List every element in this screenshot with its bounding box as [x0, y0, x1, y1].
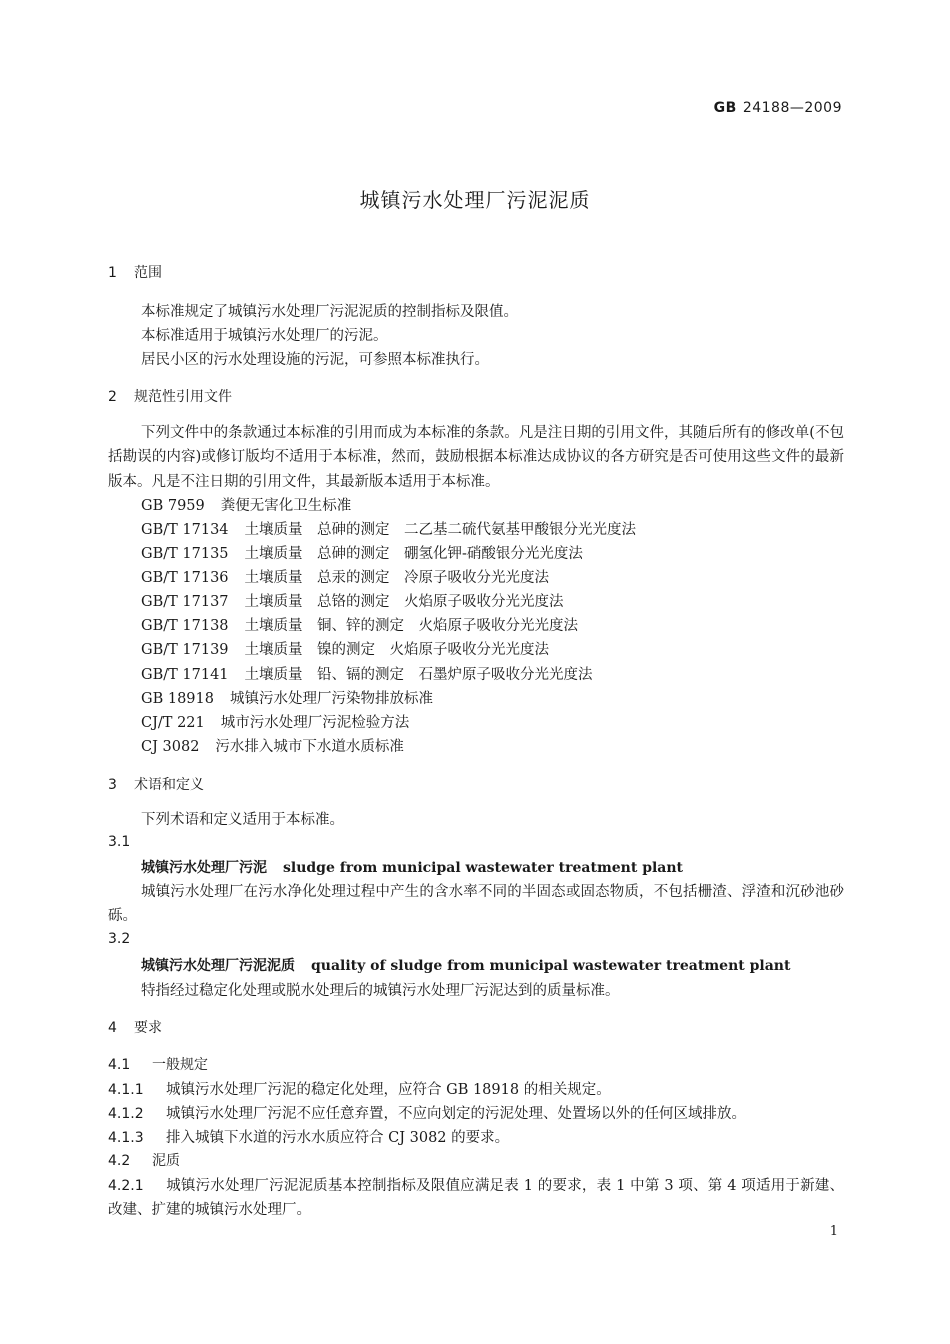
reference-code: GB/T 17136 [141, 570, 229, 586]
section-title: 规范性引用文件 [134, 389, 232, 405]
reference-code: GB/T 17137 [141, 594, 229, 610]
reference-code: CJ 3082 [141, 739, 200, 755]
reference-code: GB/T 17134 [141, 522, 229, 538]
term-chinese: 城镇污水处理厂污泥 [141, 860, 267, 876]
paragraph: 本标准适用于城镇污水处理厂的污泥。 [141, 328, 388, 344]
reference-item [141, 663, 593, 684]
page-number: 1 [829, 1224, 838, 1239]
standard-prefix: GB [713, 100, 737, 116]
reference-title: 土壤质量 镍的测定 火焰原子吸收分光光度法 [244, 642, 550, 658]
section-2-heading [108, 386, 232, 406]
reference-item [141, 590, 564, 611]
reference-item [141, 614, 578, 635]
clause-text: 城镇污水处理厂污泥的稳定化处理，应符合 GB 18918 的相关规定。 [166, 1082, 611, 1098]
reference-code: CJ/T 221 [141, 715, 205, 731]
reference-item [141, 638, 549, 659]
section-number: 1 [108, 265, 117, 281]
subsection-4-2-heading [108, 1150, 180, 1170]
section-title: 要求 [134, 1020, 162, 1036]
reference-title: 土壤质量 总汞的测定 冷原子吸收分光光度法 [244, 570, 550, 586]
clause-number: 4.1.3 [108, 1130, 144, 1146]
subsection-number: 4.2 [108, 1153, 131, 1169]
term-heading [141, 857, 683, 877]
reference-code: GB/T 17138 [141, 618, 229, 634]
reference-title: 土壤质量 铜、锌的测定 火焰原子吸收分光光度法 [244, 618, 579, 634]
clause-4-1-1 [108, 1078, 611, 1099]
reference-item [141, 711, 409, 732]
term-number: 3.1 [108, 834, 131, 850]
subsection-title: 一般规定 [152, 1057, 208, 1073]
subsection-title: 泥质 [152, 1153, 180, 1169]
reference-title: 土壤质量 总铬的测定 火焰原子吸收分光光度法 [244, 594, 564, 610]
reference-title: 土壤质量 总砷的测定 硼氢化钾-硝酸银分光光度法 [244, 546, 583, 562]
reference-title: 城市污水处理厂污泥检验方法 [220, 715, 410, 731]
reference-code: GB 7959 [141, 498, 205, 514]
reference-title: 污水排入城市下水道水质标准 [215, 739, 404, 755]
reference-title: 城镇污水处理厂污染物排放标准 [229, 691, 433, 707]
clause-4-1-2 [108, 1102, 746, 1123]
reference-title: 土壤质量 总砷的测定 二乙基二硫代氨基甲酸银分光光度法 [244, 522, 637, 538]
paragraph: 下列术语和定义适用于本标准。 [141, 812, 344, 828]
section-4-heading [108, 1017, 162, 1037]
section-title: 范围 [134, 265, 162, 281]
term-chinese: 城镇污水处理厂污泥泥质 [141, 958, 295, 974]
term-english: sludge from municipal wastewater treatment plant [283, 860, 684, 876]
subsection-4-1-heading [108, 1054, 208, 1074]
standard-code [714, 100, 842, 116]
clause-text: 排入城镇下水道的污水水质应符合 CJ 3082 的要求。 [166, 1130, 510, 1146]
clause-text: 城镇污水处理厂污泥不应任意弃置，不应向划定的污泥处理、处置场以外的任何区域排放。 [166, 1106, 746, 1122]
reference-title: 土壤质量 铅、镉的测定 石墨炉原子吸收分光光度法 [244, 667, 593, 683]
paragraph: 居民小区的污水处理设施的污泥，可参照本标准执行。 [141, 352, 489, 368]
term-heading [141, 955, 790, 975]
reference-title: 粪便无害化卫生标准 [220, 498, 352, 514]
clause-number: 4.1.1 [108, 1082, 144, 1098]
section-1-heading [108, 262, 162, 282]
reference-item [141, 542, 583, 563]
term-english: quality of sludge from municipal wastewater treatment plant [311, 958, 791, 974]
clause-number: 4.1.2 [108, 1106, 144, 1122]
reference-code: GB 18918 [141, 691, 214, 707]
reference-item [141, 687, 433, 708]
reference-code: GB/T 17139 [141, 642, 229, 658]
clause-4-2-1 [108, 1174, 844, 1223]
paragraph: 下列文件中的条款通过本标准的引用而成为本标准的条款。凡是注日期的引用文件，其随后所有的修改单(不包括勘误的内容)或修订版均不适用于本标准，然而，鼓励根据本标准达成协议的各方研究是否可使用这些文件的最新版本。凡是不注日期的引用文件，其最新版本适用于本标准。 [108, 425, 844, 490]
clause-text: 城镇污水处理厂污泥泥质基本控制指标及限值应满足表 1 的要求，表 1 中第 3 项、第 4 项适用于新建、改建、扩建的城镇污水处理厂。 [108, 1178, 844, 1219]
reference-item [141, 735, 404, 756]
term-number: 3.2 [108, 931, 131, 947]
reference-item [141, 494, 351, 515]
term-definition: 特指经过稳定化处理或脱水处理后的城镇污水处理厂污泥达到的质量标准。 [141, 983, 620, 999]
reference-code: GB/T 17135 [141, 546, 229, 562]
clause-number: 4.2.1 [108, 1178, 144, 1194]
reference-item [141, 518, 636, 539]
section-3-heading [108, 774, 204, 794]
reference-code: GB/T 17141 [141, 667, 229, 683]
section-number: 2 [108, 389, 117, 405]
subsection-number: 4.1 [108, 1057, 131, 1073]
document-title: 城镇污水处理厂污泥泥质 [359, 188, 591, 212]
term-definition: 城镇污水处理厂在污水净化处理过程中产生的含水率不同的半固态或固态物质，不包括栅渣、浮渣和沉砂池砂砾。 [108, 884, 844, 925]
section-number: 3 [108, 777, 117, 793]
reference-item [141, 566, 549, 587]
paragraph: 本标准规定了城镇污水处理厂污泥泥质的控制指标及限值。 [141, 304, 518, 320]
section-number: 4 [108, 1020, 117, 1036]
section-title: 术语和定义 [134, 777, 204, 793]
clause-4-1-3 [108, 1126, 509, 1147]
standard-number: 24188—2009 [742, 100, 842, 116]
